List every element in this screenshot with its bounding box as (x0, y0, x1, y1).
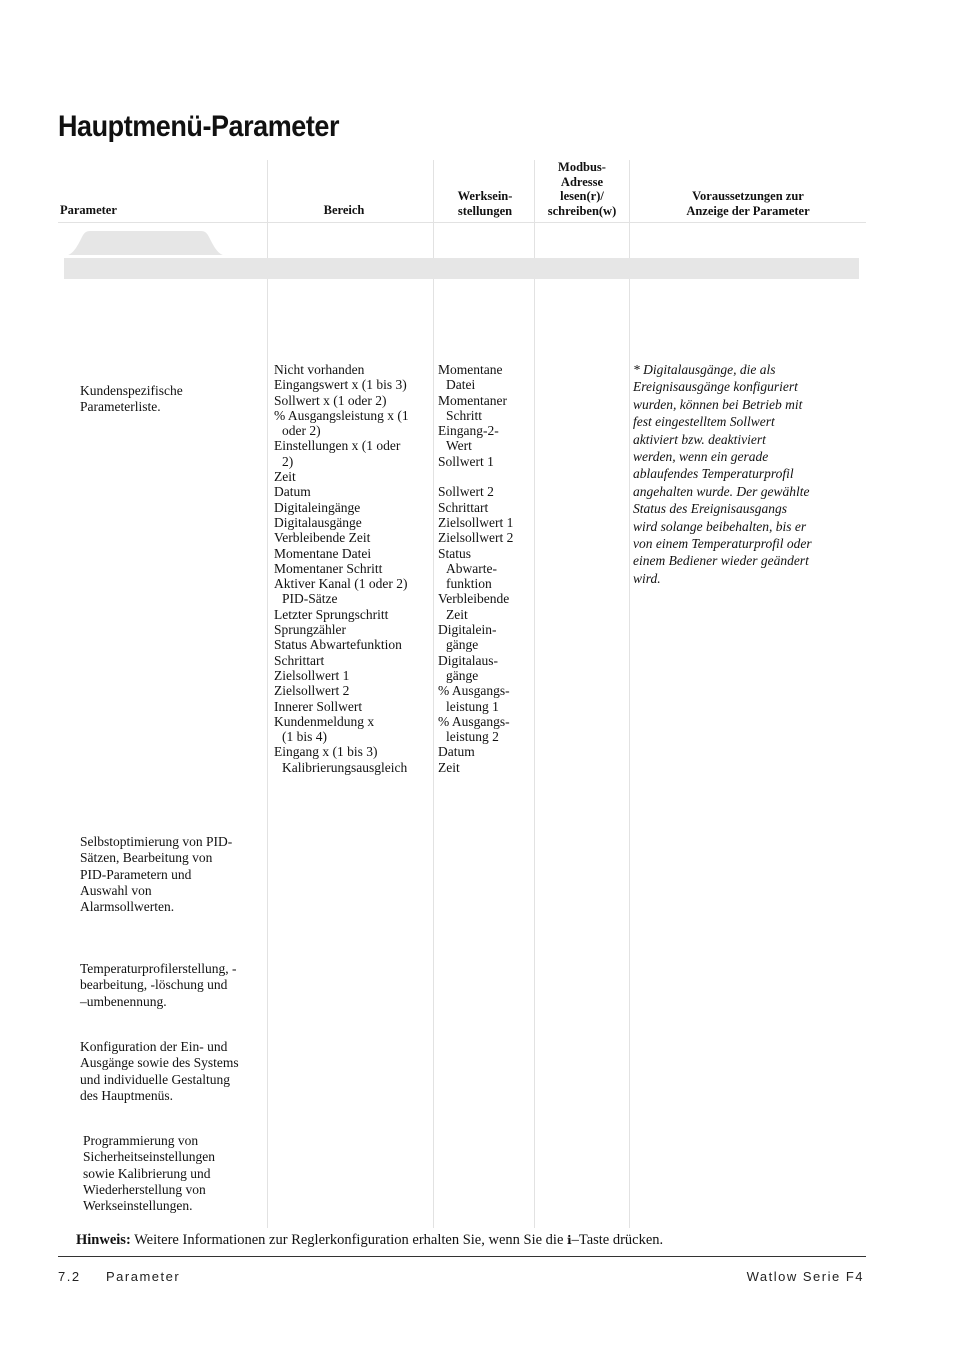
text-line: Wert (446, 438, 472, 454)
text-line: Momentaner Schritt (274, 560, 383, 576)
text-line: Wiederherstellung von (83, 1181, 206, 1197)
text-line: werden, wenn ein gerade (633, 449, 769, 465)
text-line: Momentane Datei (274, 545, 372, 561)
note (76, 1232, 663, 1249)
text-line: Sollwert 1 (438, 453, 494, 469)
text-line: Ausgänge sowie des Systems (80, 1055, 239, 1071)
page-title: Hauptmenü-Parameter (58, 110, 340, 143)
header-divider (58, 222, 866, 223)
text-line: * Digitalausgänge, die als (633, 362, 776, 377)
text-line: angehalten wurde. Der gewählte (633, 483, 810, 499)
text-line: Werkseinstellungen. (83, 1198, 193, 1214)
column-divider (267, 160, 268, 1228)
text-line: % Ausgangs- (438, 683, 510, 699)
text-line: 2) (282, 453, 294, 469)
text-line: Temperaturprofilerstellung, - (80, 961, 237, 976)
text-line: Nicht vorhanden (274, 362, 365, 377)
text-line: Letzter Sprungschritt (274, 606, 389, 622)
text-line: aktiviert bzw. deaktiviert (633, 431, 766, 447)
header-line: Adresse (560, 174, 604, 189)
text-line: Schritt (446, 407, 482, 423)
header-voraussetzungen (630, 189, 866, 216)
text-line: Datum (438, 744, 475, 760)
text-line: oder 2) (282, 423, 321, 439)
text-line: Datum (274, 484, 311, 500)
header-parameter: Parameter (60, 203, 117, 217)
text-line: Kundenmeldung x (274, 713, 375, 729)
text-line: Zielsollwert 1 (274, 667, 350, 683)
param-selbstoptimierung (80, 834, 265, 915)
text-line: Sollwert 2 (438, 484, 494, 500)
text-line: Zeit (446, 606, 468, 622)
text-line: Einstellungen x (1 oder (274, 438, 401, 454)
text-line: und individuelle Gestaltung (80, 1071, 230, 1087)
text-line: Parameterliste. (80, 399, 161, 415)
header-line: Voraussetzungen zur (692, 189, 804, 203)
text-line: ablaufendes Temperaturprofil (633, 466, 794, 482)
text-line (438, 469, 534, 484)
text-line: gänge (446, 637, 479, 653)
text-line: Zeit (438, 759, 460, 775)
bereich-list (274, 362, 434, 775)
text-line: bearbeitung, -löschung und (80, 977, 228, 993)
text-line: Momentane (438, 362, 503, 377)
text-line: Digitalaus- (438, 652, 498, 668)
text-line: Zielsollwert 1 (438, 514, 514, 530)
note-text: Weitere Informationen zur Reglerkonfiguration erhalten Sie, wenn Sie die (130, 1232, 568, 1248)
text-line: PID-Sätze (282, 591, 338, 607)
footer-section: Parameter (106, 1269, 181, 1284)
text-line: sowie Kalibrierung und (83, 1165, 211, 1181)
footer-product: Watlow Serie F4 (746, 1269, 864, 1284)
text-line: gänge (446, 667, 479, 683)
text-line: Auswahl von (80, 882, 152, 898)
header-line: lesen(r)/ (560, 189, 604, 203)
text-line: Sätzen, Bearbeitung von (80, 850, 213, 866)
header-line: Modbus- (558, 160, 606, 174)
text-line: Innerer Sollwert (274, 698, 363, 714)
text-line: leistung 1 (446, 698, 499, 714)
text-line: Momentaner (438, 392, 507, 408)
text-line: Eingang-2- (438, 423, 499, 439)
text-line: leistung 2 (446, 729, 499, 745)
text-line: –umbenennung. (80, 993, 167, 1009)
text-line: Abwarte- (446, 560, 497, 576)
text-line: Programmierung von (83, 1133, 199, 1148)
text-line: Aktiver Kanal (1 oder 2) (274, 576, 408, 592)
header-modbus (535, 160, 629, 216)
text-line: Schrittart (438, 499, 489, 515)
text-line: Datei (446, 377, 476, 393)
param-programmierung (83, 1133, 268, 1214)
text-line: von einem Temperaturprofil oder (633, 536, 812, 552)
note-text-end: –Taste drücken. (571, 1232, 664, 1248)
text-line: Selbstoptimierung von PID- (80, 834, 233, 849)
column-divider (534, 160, 535, 1228)
header-bereich: Bereich (323, 203, 365, 217)
text-line: Kundenspezifische (80, 383, 183, 398)
text-line: Digitalein- (438, 622, 497, 638)
text-line: fest eingestelltem Sollwert (633, 414, 775, 430)
text-line: Zielsollwert 2 (274, 683, 350, 699)
text-line: Sprungzähler (274, 622, 346, 638)
text-line: % Ausgangs- (438, 713, 510, 729)
header-line: Anzeige der Parameter (686, 203, 810, 218)
text-line: % Ausgangsleistung x (1 (274, 407, 409, 423)
text-line: wurden, können bei Betrieb mit (633, 396, 803, 412)
text-line: des Hauptmenüs. (80, 1087, 173, 1103)
text-line: Ereignisausgänge konfiguriert (633, 379, 798, 395)
column-divider (629, 160, 630, 1228)
header-line: schreiben(w) (547, 203, 617, 218)
info-key-icon: ℹ (567, 1233, 572, 1247)
header-line: Werksein- (457, 189, 513, 203)
text-line: wird. (633, 570, 661, 586)
text-line: Status des Ereignisausgangs (633, 501, 788, 517)
menu-band (64, 258, 859, 279)
text-line: funktion (446, 576, 492, 592)
param-konfiguration (80, 1039, 265, 1104)
param-kundenspezifisch (80, 383, 265, 416)
text-line: Alarmsollwerten. (80, 899, 175, 915)
text-line: Eingangswert x (1 bis 3) (274, 377, 407, 393)
text-line: Zielsollwert 2 (438, 530, 514, 546)
text-line: Sicherheitseinstellungen (83, 1149, 215, 1165)
param-temperaturprofil (80, 961, 265, 1010)
note-label: Hinweis: (76, 1232, 131, 1248)
text-line: Sollwert x (1 oder 2) (274, 392, 387, 408)
text-line: PID-Parametern und (80, 866, 192, 882)
text-line: Konfiguration der Ein- und (80, 1039, 228, 1054)
text-line: Digitaleingänge (274, 499, 361, 515)
werkseinstellungen-list (438, 362, 534, 775)
text-line: Eingang x (1 bis 3) (274, 744, 378, 760)
text-line: Status Abwartefunktion (274, 637, 402, 653)
footer-rule (58, 1256, 866, 1257)
text-line: Verbleibende (438, 591, 510, 607)
footer-page-number: 7.2 (58, 1269, 81, 1284)
text-line: Verbleibende Zeit (274, 530, 371, 546)
text-line: Zeit (274, 469, 296, 485)
text-line: Schrittart (274, 652, 325, 668)
header-werkseinstellungen (434, 189, 536, 216)
voraussetzungen-text (633, 361, 865, 587)
text-line: Digitalausgänge (274, 514, 362, 530)
text-line: Status (438, 545, 472, 561)
menu-tab-graphic (68, 231, 223, 255)
text-line: Kalibrierungsausgleich (282, 759, 408, 775)
header-line: stellungen (457, 203, 513, 218)
text-line: einem Bediener wieder geändert (633, 553, 809, 569)
text-line: (1 bis 4) (282, 729, 327, 745)
text-line: wird solange beibehalten, bis er (633, 518, 807, 534)
